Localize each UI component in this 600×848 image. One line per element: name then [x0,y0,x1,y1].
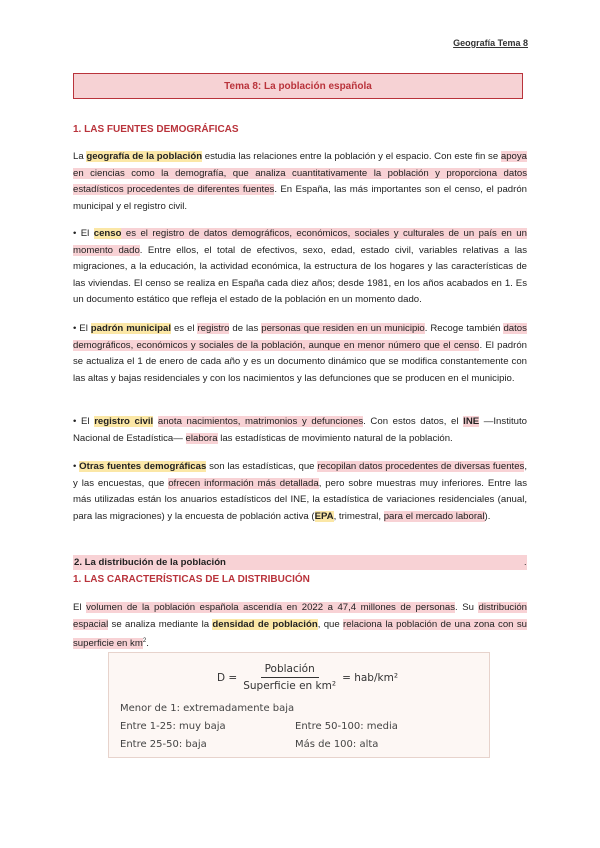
subsection-heading-caracteristicas: 1. LAS CARACTERÍSTICAS DE LA DISTRIBUCIÓN [73,574,310,585]
density-scale-item: Entre 25-50: baja [120,739,207,750]
text: . Entre ellos, el total de efectivos, sexo, edad, estado civil, variables relativas a las migraciones, a la educación, la actividad económica, la estructura de los hogares y las características de las viviendas. El censo se realiza en España cada diez años; desde 1981, en los años acabados en 1. Es un documento estático que refleja el estado de la población en un momento dado. [73,244,528,305]
paragraph-censo [73,226,527,309]
section-heading-distribucion: 2. La distribución de la población [73,555,527,570]
text: • El [73,323,91,334]
trailing-dot: . [524,557,527,567]
density-formula-box [108,652,490,758]
highlight-text: es el registro de datos demográficos, económicos, sociales y culturales de un país en un momento dado [73,228,527,256]
text: El [73,602,87,613]
document-title: Tema 8: La población española [73,73,523,99]
text: . Su [455,602,479,613]
density-formula [217,663,398,692]
highlight-text: distribución espacial [73,602,528,630]
formula-rhs: = hab/km² [342,671,399,684]
density-scale-item: Entre 1-25: muy baja [120,721,226,732]
text: La [73,151,87,162]
highlight-text: ofrecen información más detallada [168,477,319,489]
highlight-text: volumen de la población española ascendía en 2022 a 47,4 millones de personas [86,602,456,613]
text: . El padrón se actualiza el 1 de enero de cada año y es un documento dinámico que se modifica constantemente con las altas y bajas residenciales y con los nacimientos y las defunciones que se producen en el municipio. [73,339,527,384]
formula-fraction [243,663,336,692]
density-scale-item: Más de 100: alta [295,739,379,750]
text: . En España, las más importantes son el censo, el padrón municipal y el registro civil. [73,184,527,212]
highlight-text: relaciona la población de una zona con su superficie en km [73,618,527,650]
text: se analiza mediante la [108,618,213,630]
text: , trimestral, [333,510,384,522]
highlight-text: datos demográficos, económicos y sociales de la población, aunque en menor número que el censo [73,323,527,351]
text: son las estadísticas, que [206,461,318,472]
paragraph-volumen [73,600,527,653]
text: , pero sobre muestras muy inferiores. Entre las más utilizadas están los anuarios estadísticos del INE, la estadística de variaciones residenciales (anual, para las migraciones) y la encuesta de población activa ( [73,477,527,522]
text: . Recoge también [424,323,504,334]
highlight-term: censo [93,228,122,239]
highlight-text: apoya en ciencias como la demografía, que analiza cuantitativamente la población y proporciona datos estadísticos procedentes de diferentes fuentes [73,151,528,195]
highlight-term: geografía de la población [86,151,203,162]
highlight-term: EPA [314,510,334,522]
formula-numerator: Población [261,663,319,678]
density-scale-item: Entre 50-100: media [295,721,398,732]
highlight-term: padrón municipal [90,323,172,334]
text: de las [229,323,262,334]
highlight-text: elabora [185,432,218,444]
highlight-term: INE [463,416,480,427]
highlight-term: registro civil [94,416,154,427]
paragraph-otras-fuentes [73,459,527,525]
text: , y las encuestas, que [73,461,527,489]
text: • El [73,228,94,239]
highlight-term: densidad de población [212,618,318,630]
highlight-text: recopilan datos procedentes de diversas fuentes [317,461,525,472]
highlight-text: para el mercado laboral [383,510,485,522]
formula-lhs: D = [217,671,238,684]
formula-denominator: Superficie en km² [243,680,337,692]
running-header: Geografía Tema 8 [453,38,528,48]
section-heading-fuentes: 1. LAS FUENTES DEMOGRÁFICAS [73,124,239,135]
highlight-text: personas que residen en un municipio [261,323,425,334]
paragraph-registro-civil [73,414,527,447]
text: —Instituto Nacional de Estadística— [73,416,527,444]
text: ). [484,510,491,522]
text: . Con estos datos, el [363,416,464,427]
text: • El [73,416,95,427]
text: las estadísticas de movimiento natural de la población. [217,432,453,444]
text: • [73,461,80,472]
paragraph-intro [73,149,527,215]
text: . [146,638,149,650]
highlight-term: Otras fuentes demográficas [79,461,207,472]
highlight-text: anota nacimientos, matrimonios y defunciones [157,416,364,427]
text: estudia las relaciones entre la población y el espacio. Con este fin se [202,151,501,162]
text: es el [171,323,198,334]
superscript: 2 [142,638,147,644]
density-scale-item: Menor de 1: extremadamente baja [120,703,295,714]
highlight-text: registro [197,323,230,334]
text: , que [317,618,344,630]
paragraph-padron [73,321,527,387]
